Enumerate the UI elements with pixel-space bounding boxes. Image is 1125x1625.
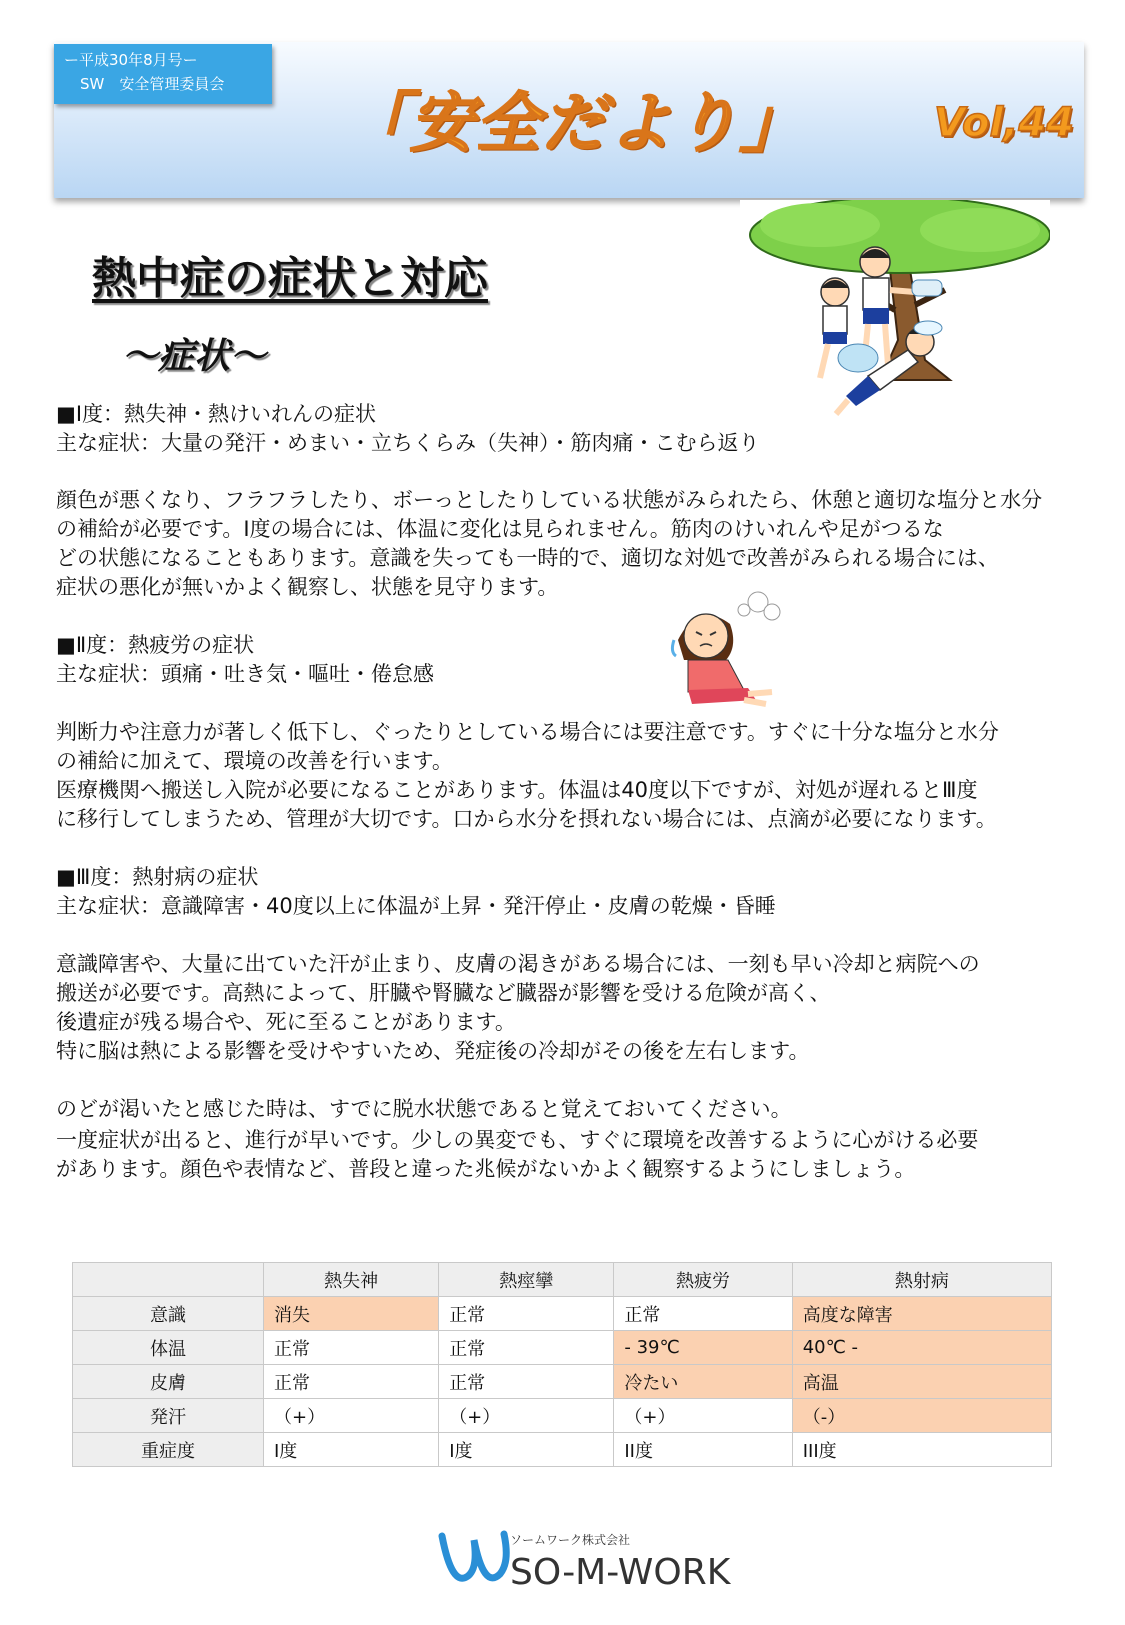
body-line: 後遺症が残る場合や、死に至ることがあります。 [56, 1010, 516, 1034]
table-cell: I度 [264, 1433, 439, 1467]
body-line: 医療機関へ搬送し入院が必要になることがあります。体温は40度以下ですが、対処が遅れるとⅢ度 [56, 778, 978, 802]
table-cell: 正常 [264, 1365, 439, 1399]
table-cell: 消失 [264, 1297, 439, 1331]
body-line: どの状態になることもあります。意識を失っても一時的で、適切な対処で改善がみられる場合には、 [56, 546, 999, 570]
table-cell: 正常 [614, 1297, 792, 1331]
closing-line: のどが渇いたと感じた時は、すでに脱水状態であると覚えておいてください。 [56, 1097, 792, 1121]
symptoms-table [72, 1262, 1052, 1467]
dizzy-girl-illustration [648, 580, 788, 710]
row-label: 重症度 [73, 1433, 264, 1467]
table-row [73, 1297, 1052, 1331]
body-line: 顔色が悪くなり、フラフラしたり、ボーっとしたりしている状態がみられたら、休憩と適切な塩分と水分 [56, 488, 1043, 512]
table-cell: 正常 [439, 1365, 614, 1399]
committee-name: SW 安全管理委員会 [80, 75, 225, 93]
company-logo [438, 1518, 738, 1598]
table-cell: III度 [792, 1433, 1051, 1467]
table-cell: 40℃ - [792, 1331, 1051, 1365]
table-cell: 正常 [439, 1297, 614, 1331]
body-line: の補給に加えて、環境の改善を行います。 [56, 749, 453, 773]
table-cell: - 39℃ [614, 1331, 792, 1365]
table-row [73, 1399, 1052, 1433]
table-header: 熱痙攣 [439, 1263, 614, 1297]
issue-date: ー平成30年8月号ー [64, 51, 198, 69]
section-heading: ■Ⅲ度：熱射病の症状 [56, 865, 259, 889]
table-cell: I度 [439, 1433, 614, 1467]
body-line: 意識障害や、大量に出ていた汗が止まり、皮膚の渇きがある場合には、一刻も早い冷却と病院への [56, 952, 980, 976]
table-cell: 正常 [264, 1331, 439, 1365]
table-header: 熱失神 [264, 1263, 439, 1297]
body-line: の補給が必要です。Ⅰ度の場合には、体温に変化は見られません。筋肉のけいれんや足がつるな [56, 517, 944, 541]
section-symptoms: 主な症状：大量の発汗・めまい・立ちくらみ（失神）・筋肉痛・こむら返り [56, 431, 760, 455]
closing-line: があります。顔色や表情など、普段と違った兆候がないかよく観察するようにしましょう。 [56, 1157, 916, 1181]
table-cell: 正常 [439, 1331, 614, 1365]
company-name: SO-M-WORK [510, 1552, 731, 1593]
table-header: 熱疲労 [614, 1263, 792, 1297]
newsletter-header [54, 42, 1084, 198]
article-subtitle: ～症状～ [122, 336, 267, 377]
row-label: 意識 [73, 1297, 264, 1331]
section-symptoms: 主な症状：意識障害・40度以上に体温が上昇・発汗停止・皮膚の乾燥・昏睡 [56, 894, 776, 918]
body-line: 特に脳は熱による影響を受けやすいため、発症後の冷却がその後を左右します。 [56, 1039, 810, 1063]
tree-children-illustration [740, 200, 1050, 425]
closing-line: 一度症状が出ると、進行が早いです。少しの異変でも、すぐに環境を改善するように心がける必要 [56, 1128, 979, 1152]
table-header: 熱射病 [792, 1263, 1051, 1297]
logo-wave-icon [442, 1534, 506, 1578]
section-heading: ■Ⅰ度：熱失神・熱けいれんの症状 [56, 402, 377, 426]
table-header-row [73, 1263, 1052, 1297]
table-row [73, 1365, 1052, 1399]
table-cell: （-） [792, 1399, 1051, 1433]
table-row [73, 1331, 1052, 1365]
issue-info-box [54, 44, 272, 104]
newsletter-title: 「安全だより」 [344, 87, 806, 161]
body-line: 搬送が必要です。高熱によって、肝臓や腎臓など臓器が影響を受ける危険が高く、 [56, 981, 831, 1005]
table-cell: 冷たい [614, 1365, 792, 1399]
table-cell: （+） [439, 1399, 614, 1433]
body-line: 症状の悪化が無いかよく観察し、状態を見守ります。 [56, 575, 559, 599]
table-cell: （+） [614, 1399, 792, 1433]
volume-number: Vol,44 [934, 100, 1075, 146]
table-cell: 高温 [792, 1365, 1051, 1399]
table-cell: （+） [264, 1399, 439, 1433]
body-line: 判断力や注意力が著しく低下し、ぐったりとしている場合には要注意です。すぐに十分な塩分と水分 [56, 720, 999, 744]
row-label: 体温 [73, 1331, 264, 1365]
section-heading: ■Ⅱ度：熱疲労の症状 [56, 633, 255, 657]
table-header [73, 1263, 264, 1297]
table-row [73, 1433, 1052, 1467]
company-kana: ソームワーク株式会社 [510, 1533, 631, 1547]
body-line: に移行してしまうため、管理が大切です。口から水分を摂れない場合には、点滴が必要になります。 [56, 807, 997, 831]
article-title: 熱中症の症状と対応 [92, 253, 488, 304]
row-label: 発汗 [73, 1399, 264, 1433]
section-symptoms: 主な症状：頭痛・吐き気・嘔吐・倦怠感 [56, 662, 434, 686]
table-cell: II度 [614, 1433, 792, 1467]
table-cell: 高度な障害 [792, 1297, 1051, 1331]
row-label: 皮膚 [73, 1365, 264, 1399]
